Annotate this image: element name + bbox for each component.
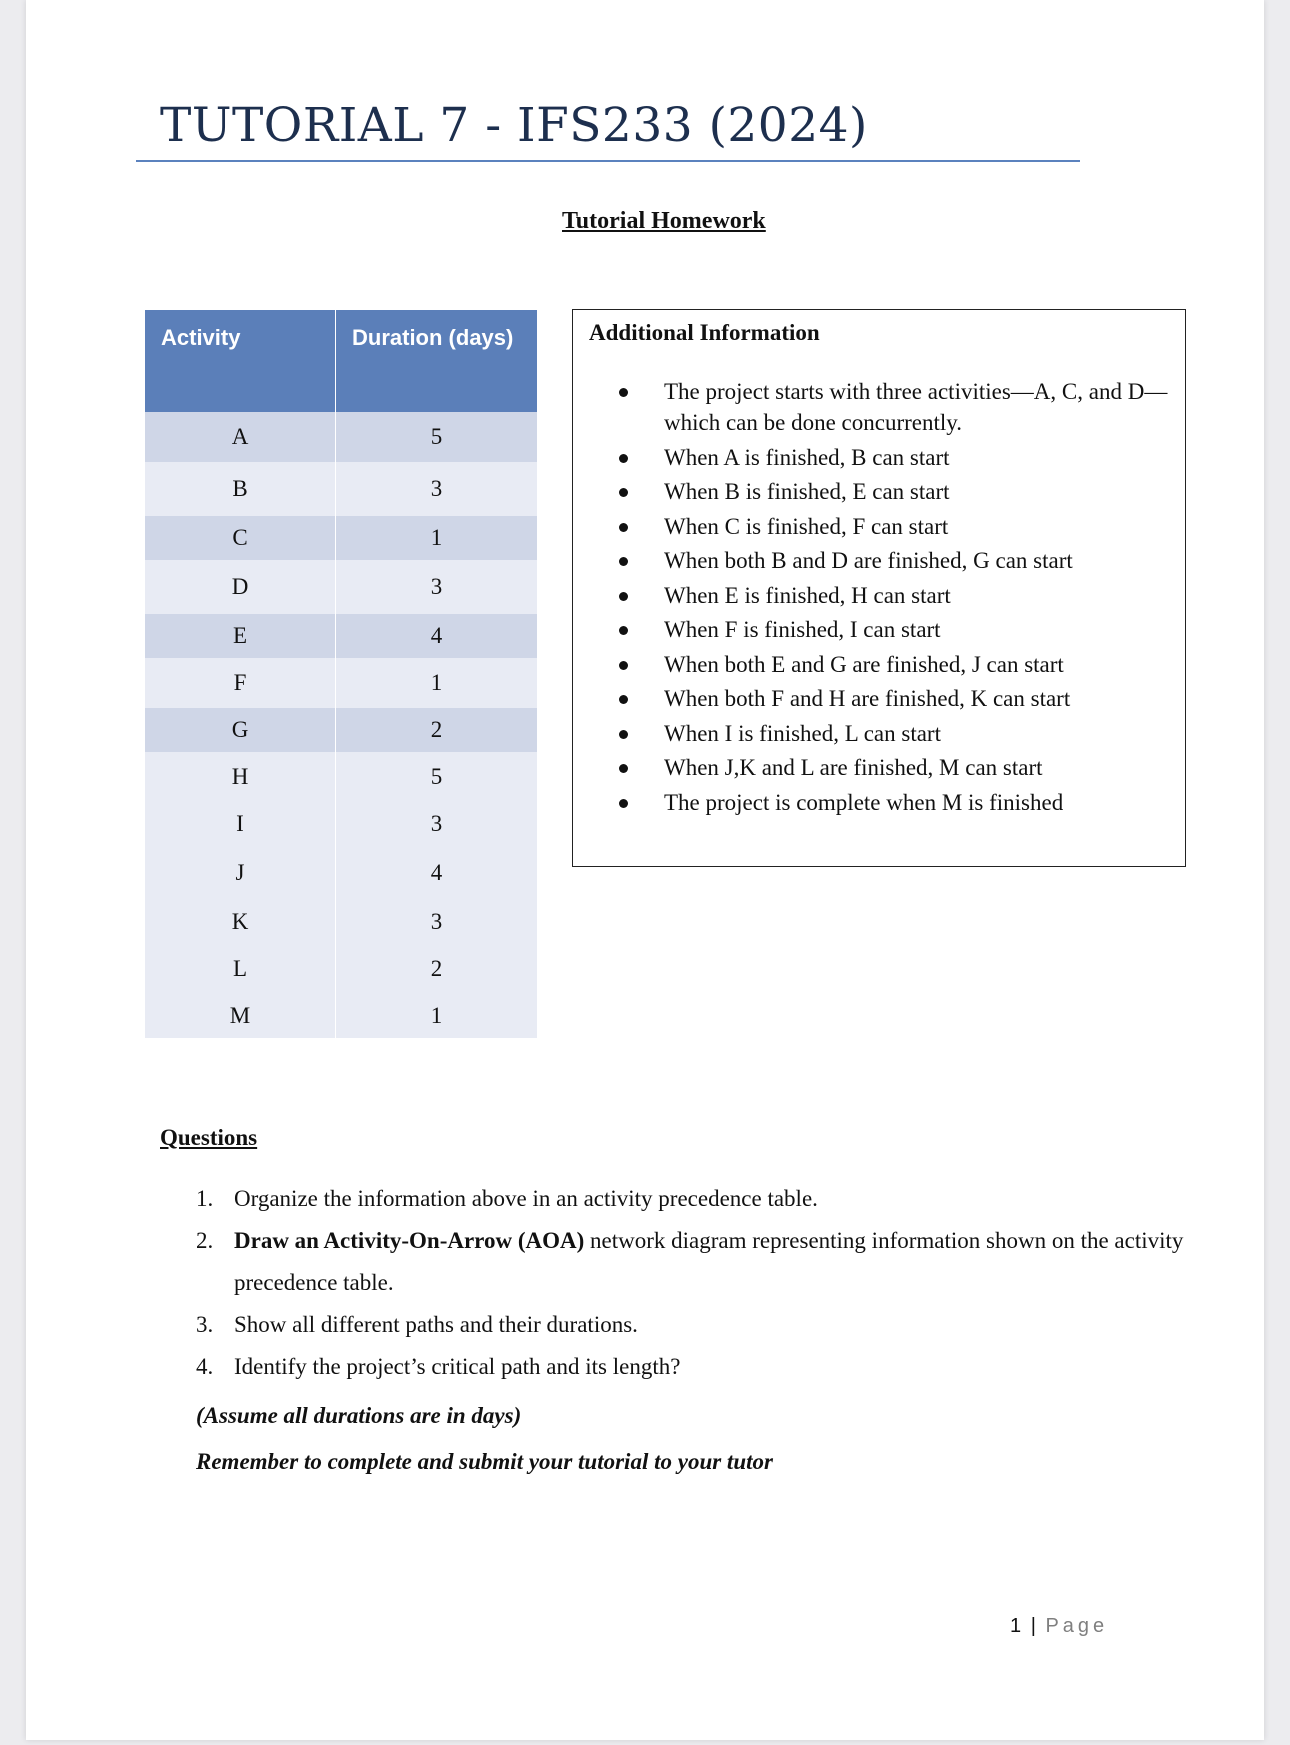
bullet-icon <box>619 730 628 739</box>
bullet-icon <box>619 592 628 601</box>
info-list-item <box>613 683 1169 714</box>
question-number: 4. <box>196 1354 214 1379</box>
info-list-item <box>613 787 1169 818</box>
info-item-text: When I is finished, L can start <box>664 720 941 746</box>
duration-cell: 1 <box>336 516 538 560</box>
info-list-item <box>613 649 1169 680</box>
info-list-item <box>613 511 1169 542</box>
duration-cell: 3 <box>336 462 538 516</box>
table-row <box>145 462 537 516</box>
bullet-icon <box>619 764 628 773</box>
question-item <box>196 1178 1186 1220</box>
bullet-icon <box>619 557 628 566</box>
activity-cell: F <box>145 658 336 708</box>
activity-cell: G <box>145 708 336 752</box>
title-underline <box>136 160 1080 162</box>
duration-cell: 2 <box>336 944 538 994</box>
info-list-item <box>613 752 1169 783</box>
table-row <box>145 516 537 560</box>
table-row <box>145 658 537 708</box>
activity-cell: I <box>145 802 336 846</box>
info-item-text: When F is finished, I can start <box>664 617 941 642</box>
duration-cell: 1 <box>336 994 538 1038</box>
additional-info-heading: Additional Information <box>589 320 820 345</box>
page-number <box>1010 1615 1108 1638</box>
table-row <box>145 846 537 900</box>
bullet-icon <box>619 695 628 704</box>
info-list-item <box>613 376 1169 438</box>
table-row <box>145 944 537 994</box>
bullet-icon <box>619 454 628 463</box>
question-text: Show all different paths and their durations. <box>234 1312 638 1337</box>
info-item-text: When both E and G are finished, J can start <box>664 651 1064 677</box>
table-row <box>145 802 537 846</box>
table-row <box>145 708 537 752</box>
additional-info-list <box>613 376 1169 821</box>
question-text: Identify the project’s critical path and its length? <box>234 1354 681 1379</box>
page-number-separator: | <box>1030 1615 1036 1637</box>
info-item-text: When B is finished, E can start <box>664 479 950 504</box>
duration-cell: 5 <box>336 752 538 802</box>
info-list-item <box>613 476 1169 507</box>
activity-cell: H <box>145 752 336 802</box>
assumption-note: (Assume all durations are in days) <box>196 1403 522 1428</box>
activity-cell: M <box>145 994 336 1038</box>
duration-cell: 3 <box>336 900 538 944</box>
info-list-item <box>613 614 1169 645</box>
question-item <box>196 1304 1186 1346</box>
duration-cell: 3 <box>336 560 538 614</box>
info-list-item <box>613 442 1169 473</box>
page-number-value: 1 <box>1010 1615 1022 1637</box>
questions-heading: Questions <box>160 1125 258 1150</box>
document-page <box>26 0 1264 1740</box>
info-item-text: When both F and H are finished, K can start <box>664 686 1071 711</box>
activity-cell: L <box>145 944 336 994</box>
question-item <box>196 1220 1186 1304</box>
question-number: 3. <box>196 1312 214 1337</box>
question-bold-text: Draw an Activity-On-Arrow (AOA) <box>234 1228 585 1253</box>
question-number: 2. <box>196 1228 214 1253</box>
info-item-text: When J,K and L are finished, M can start <box>664 755 1043 780</box>
page-label: Page <box>1045 1615 1109 1637</box>
duration-cell: 1 <box>336 658 538 708</box>
duration-cell: 5 <box>336 412 538 462</box>
activity-table <box>145 310 537 1038</box>
table-row <box>145 994 537 1038</box>
subtitle: Tutorial Homework <box>562 208 766 234</box>
bullet-icon <box>619 388 628 397</box>
info-item-text: When E is finished, H can start <box>664 582 951 608</box>
bullet-icon <box>619 488 628 497</box>
question-number: 1. <box>196 1186 214 1211</box>
table-row <box>145 412 537 462</box>
info-item-text: When A is finished, B can start <box>664 444 950 470</box>
page-title: TUTORIAL 7 - IFS233 (2024) <box>160 98 868 153</box>
question-item <box>196 1346 1186 1388</box>
reminder-note: Remember to complete and submit your tutorial to your tutor <box>196 1449 773 1474</box>
additional-info-box <box>572 309 1186 867</box>
activity-cell: D <box>145 560 336 614</box>
question-text: Organize the information above in an activity precedence table. <box>234 1186 818 1211</box>
duration-cell: 3 <box>336 802 538 846</box>
header-duration: Duration (days) <box>336 310 538 412</box>
duration-cell: 4 <box>336 614 538 658</box>
info-list-item <box>613 545 1169 576</box>
info-item-text: The project starts with three activities—A, C, and D—which can be done concurrently. <box>664 379 1168 435</box>
bullet-icon <box>619 523 628 532</box>
activity-cell: B <box>145 462 336 516</box>
bullet-icon <box>619 626 628 635</box>
duration-cell: 2 <box>336 708 538 752</box>
questions-list <box>196 1178 1186 1388</box>
table-header-row <box>145 310 537 412</box>
header-activity: Activity <box>145 310 336 412</box>
activity-table-body <box>145 412 537 1038</box>
table-row <box>145 752 537 802</box>
bullet-icon <box>619 661 628 670</box>
activity-cell: E <box>145 614 336 658</box>
duration-cell: 4 <box>336 846 538 900</box>
table-row <box>145 614 537 658</box>
bullet-icon <box>619 799 628 808</box>
activity-cell: J <box>145 846 336 900</box>
info-item-text: When C is finished, F can start <box>664 513 949 539</box>
activity-cell: K <box>145 900 336 944</box>
table-row <box>145 560 537 614</box>
info-item-text: The project is complete when M is finished <box>664 789 1064 815</box>
info-list-item <box>613 580 1169 611</box>
table-row <box>145 900 537 944</box>
activity-cell: A <box>145 412 336 462</box>
info-list-item <box>613 718 1169 749</box>
info-item-text: When both B and D are finished, G can start <box>664 548 1073 573</box>
activity-cell: C <box>145 516 336 560</box>
question-text: network diagram representing information shown on the activity precedence table. <box>234 1228 1184 1295</box>
